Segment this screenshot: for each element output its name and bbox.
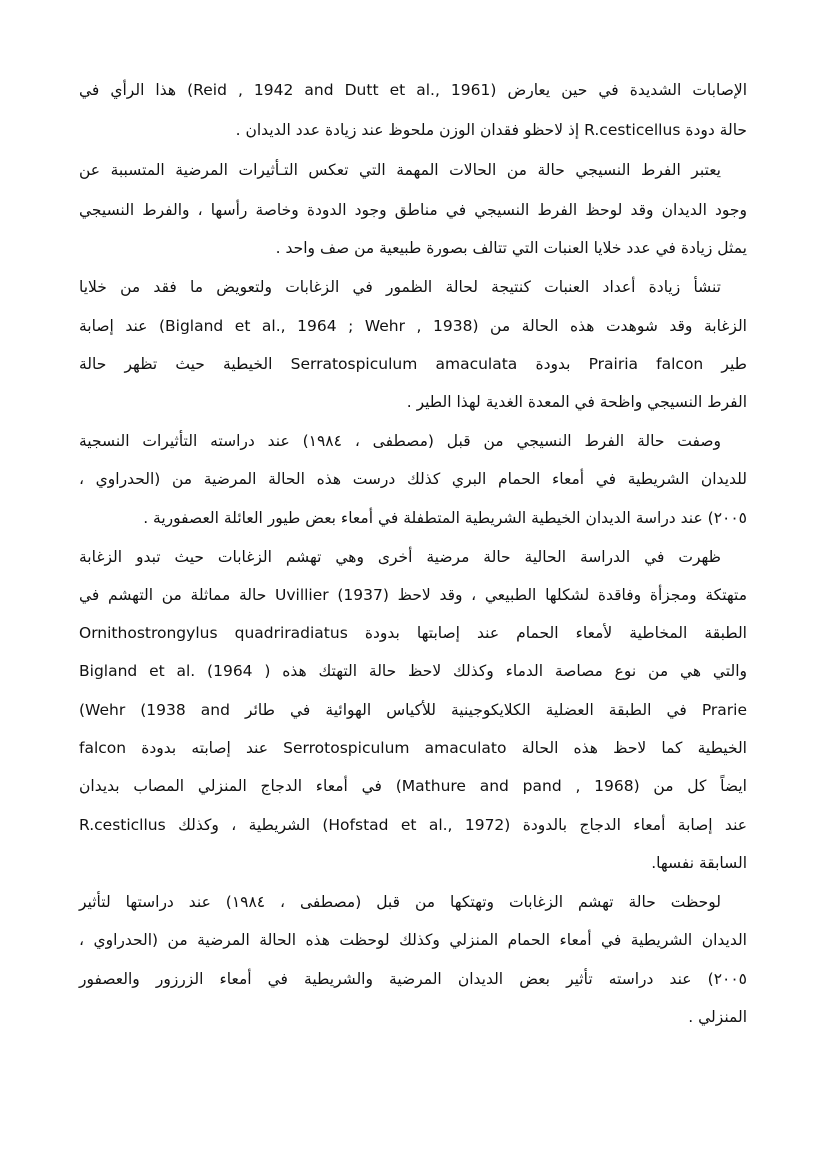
text-line: المنزلي . xyxy=(688,1008,747,1026)
text-line: الزغابة وقد شوهدت هذه الحالة من (Bigland et al., 1964 ; Wehr , 1938) عند إصابة xyxy=(79,317,747,335)
text-line: وجود الديدان وقد لوحظ الفرط النسيجي في مناطق وجود الدودة وخاصة رأسها ، والفرط النسيجي xyxy=(79,201,747,219)
text-line: للديدان الشريطية في أمعاء الحمام البري كذلك درست هذه الحالة المرضية من (الحدراوي ، xyxy=(79,470,747,488)
text-line: ايضاً كل من (Mathure and pand , 1968) في أمعاء الدجاج المنزلي المصاب بديدان xyxy=(79,777,747,795)
text-line: ٢٠٠٥) عند دراسته تأثير بعض الديدان المرضية والشريطية في أمعاء الزرزور والعصفور xyxy=(79,970,747,988)
text-line: R.cesticllus الشريطية ، وكذلك (Hofstad et al., 1972) عند إصابة أمعاء الدجاج بالدودة xyxy=(79,816,747,834)
paragraph-first-line: لوحظت حالة تهشم الزغابات وتهتكها من قبل (مصطفى ، ١٩٨٤) عند دراستها لتأثير xyxy=(79,893,721,911)
text-line: والتي هي من نوع مصاصة الدماء وكذلك لاحظ حالة التهتك هذه ( Bigland et al. (1964 xyxy=(79,662,747,680)
paragraph-first-line: يعتبر الفرط النسيجي حالة من الحالات المهمة التي تعكس التـأثيرات المرضية المتسببة عن xyxy=(79,161,721,179)
text-line: falcon عند إصابته بدودة Serrotospiculum amaculato الخيطية كما لاحظ هذه الحالة xyxy=(79,739,747,757)
paragraph-first-line: ظهرت في الدراسة الحالية حالة مرضية أخرى وهي تهشم الزغابات حيث تبدو الزغابة xyxy=(79,548,721,566)
text-line: ٢٠٠٥) عند دراسة الديدان الخيطية الشريطية المتطفلة في أمعاء بعض طيور العائلة العصفورية . xyxy=(143,509,747,527)
text-line: السابقة نفسها. xyxy=(651,854,747,872)
text-line: الديدان الشريطية في أمعاء الحمام المنزلي وكذلك لوحظت هذه الحالة المرضية من (الحدراوي ، xyxy=(79,931,747,949)
paragraph-first-line: وصفت حالة الفرط النسيجي من قبل (مصطفى ، ١٩٨٤) عند دراسته التأثيرات النسجية xyxy=(79,432,721,450)
text-line: الإصابات الشديدة في حين يعارض (Reid , 1942 and Dutt et al., 1961) هذا الرأي في xyxy=(79,81,748,99)
paragraph-first-line: تنشأ زيادة أعداد العنبات كنتيجة لحالة الظمور في الزغابات ولتعويض ما فقد من خلايا xyxy=(79,278,721,296)
text-line: يمثل زيادة في عدد خلايا العنبات التي تتالف بصورة طبيعية من صف واحد . xyxy=(275,239,747,257)
text-line: (Wehr (1938 and في الطبقة العضلية الكلايكوجينية للأكياس الهوائية في طائر Prarie xyxy=(79,701,748,719)
text-line: متهتكة ومجزأة وفاقدة لشكلها الطبيعي ، وقد لاحظ Uvillier (1937) حالة مماثلة من التهشم في xyxy=(79,586,747,604)
text-line: الفرط النسيجي واظحة في المعدة الغدية لهذا الطير . xyxy=(406,393,747,411)
text-line: حالة دودة R.cesticellus إذ لاحظو فقدان الوزن ملحوظ عند زيادة عدد الديدان . xyxy=(235,121,747,139)
text-line: طير Prairia falcon بدودة Serratospiculum amaculata الخيطية حيث تظهر حالة xyxy=(79,355,747,373)
text-line: الطبقة المخاطية لأمعاء الحمام عند إصابتها بدودة Ornithostrongylus quadriradiatus xyxy=(79,624,747,642)
